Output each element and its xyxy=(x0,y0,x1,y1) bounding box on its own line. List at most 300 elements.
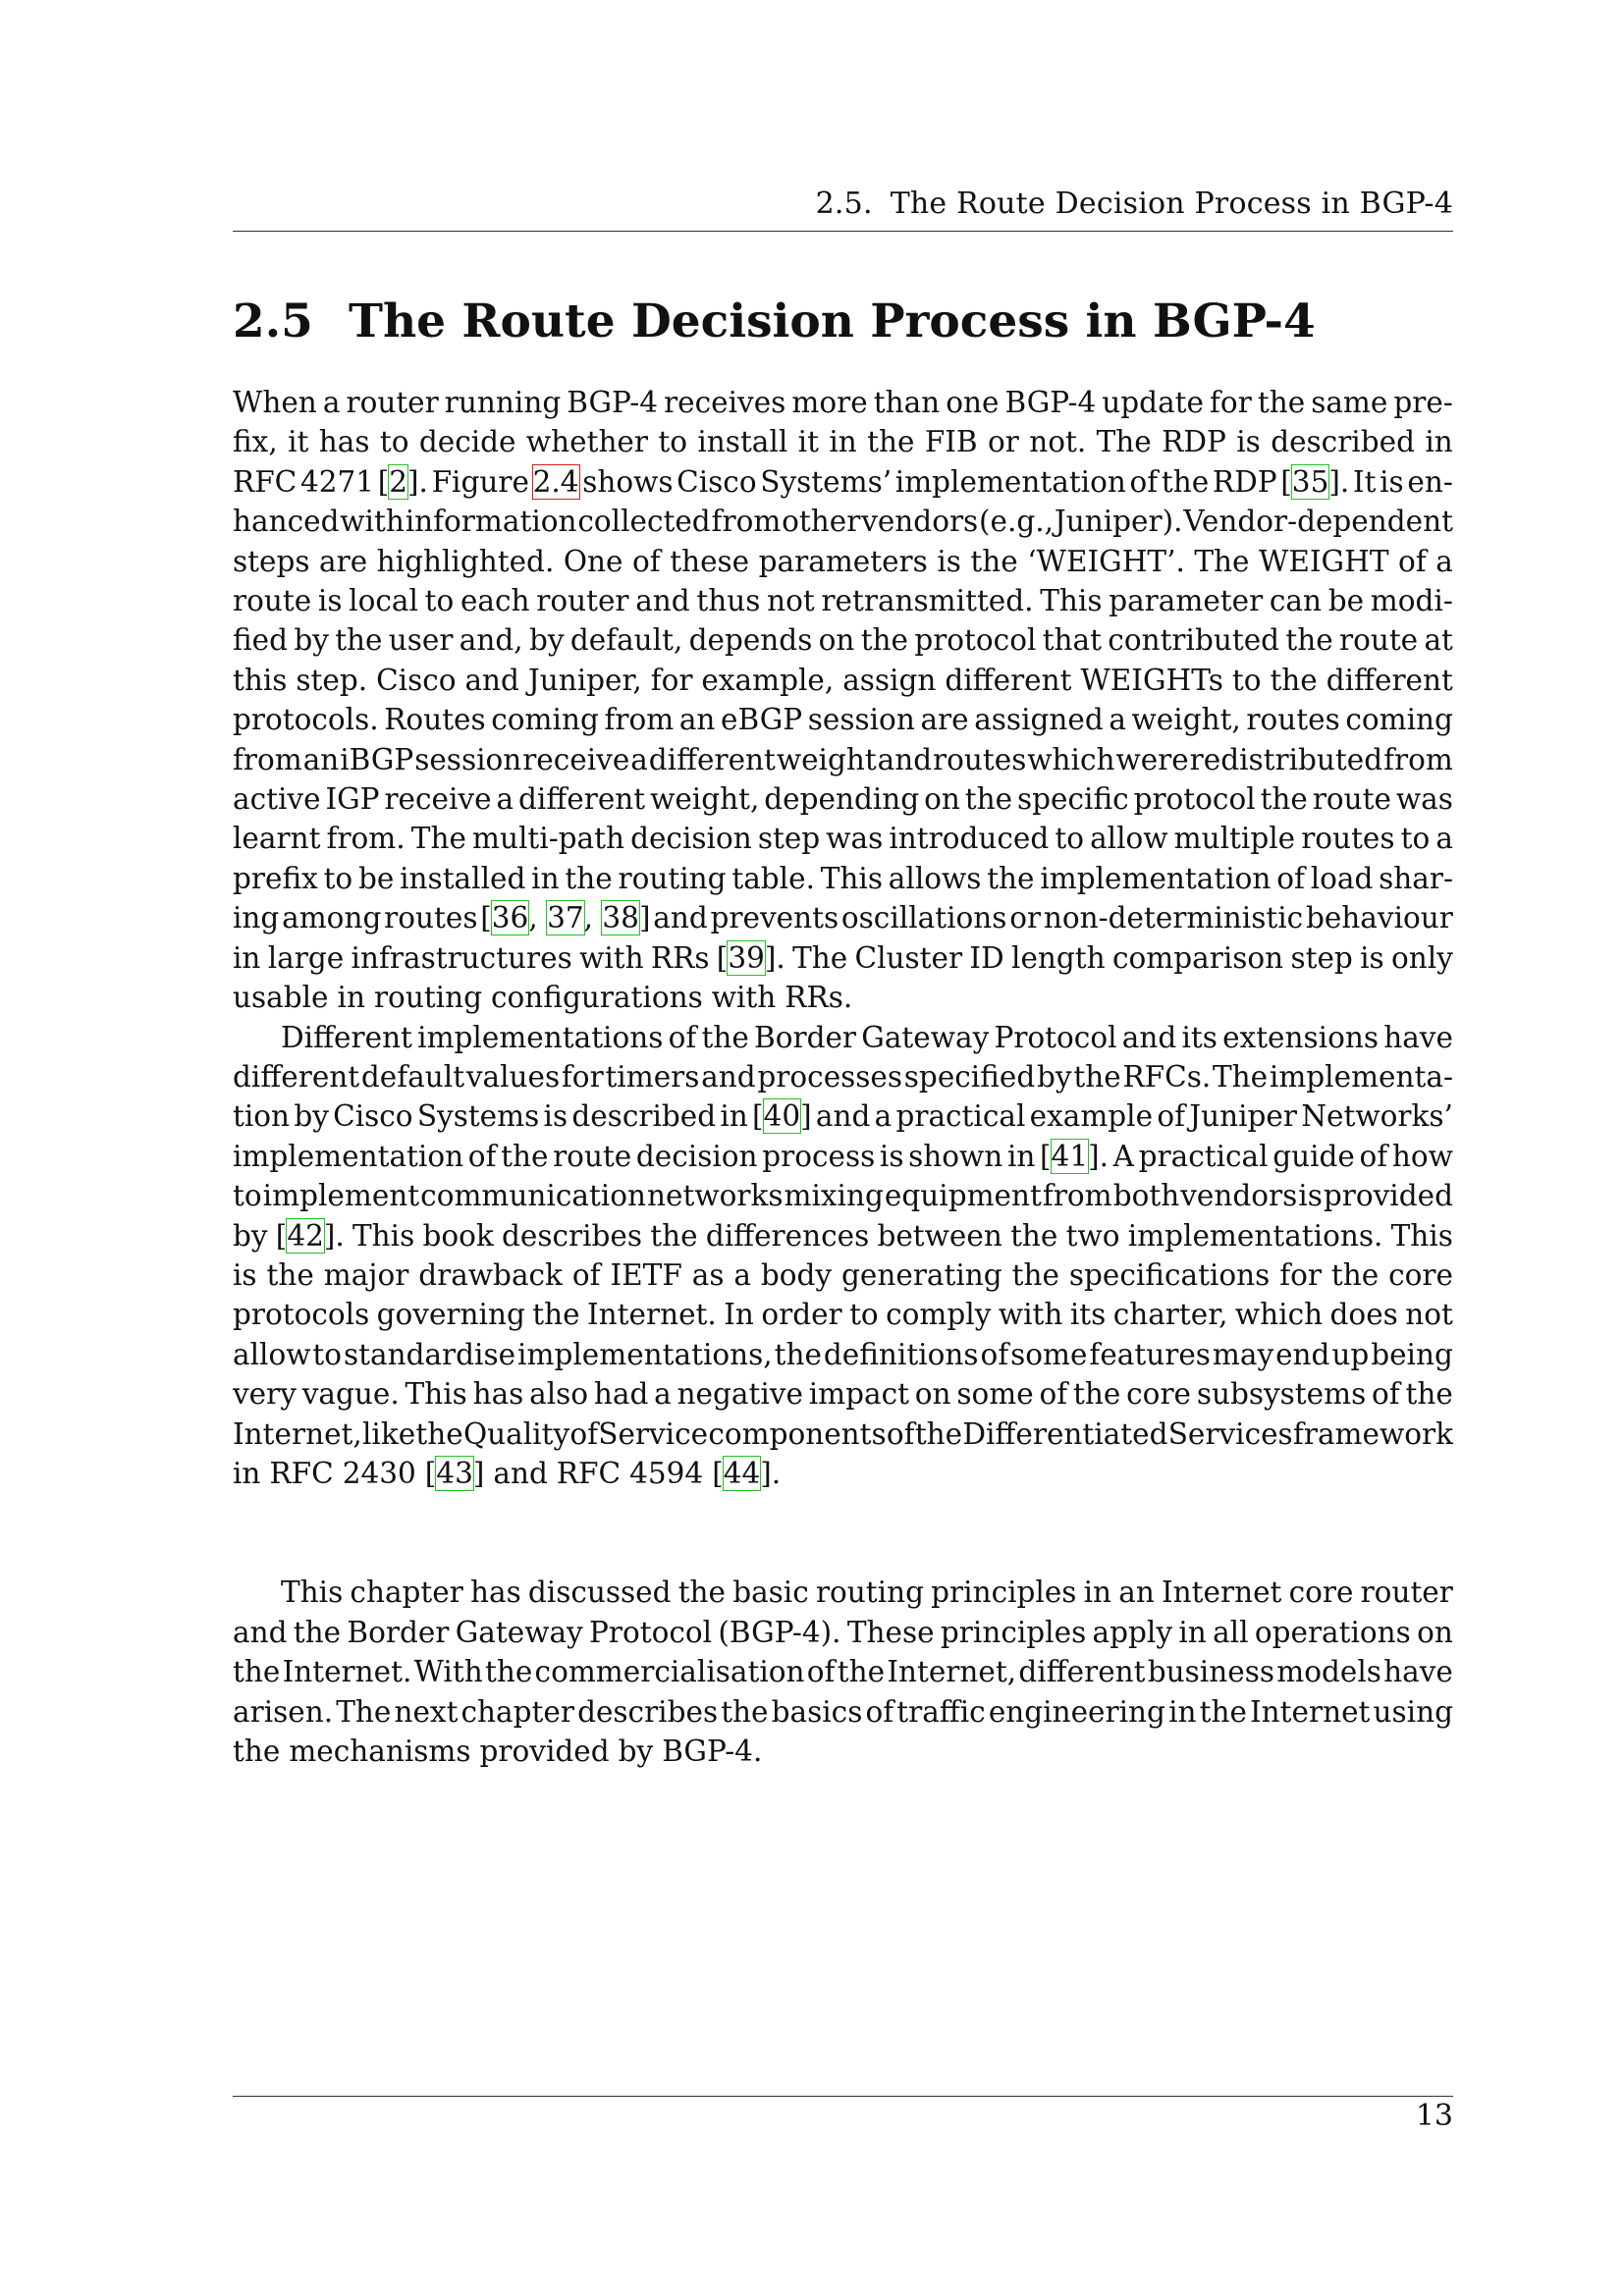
word: are xyxy=(920,703,969,737)
word: for xyxy=(561,1059,604,1094)
word: receives xyxy=(664,386,786,419)
word: Routes xyxy=(384,703,486,737)
word: introduced xyxy=(889,822,1050,856)
word: assigned xyxy=(974,703,1104,737)
word: these xyxy=(670,544,750,578)
word: is xyxy=(879,1139,904,1173)
word: This xyxy=(352,1218,415,1253)
word: non-deterministic xyxy=(1043,901,1304,935)
citation-link[interactable]: 42 xyxy=(287,1218,324,1253)
word: RFCs. xyxy=(1122,1059,1212,1094)
word: steps xyxy=(233,544,310,578)
word: example, xyxy=(701,663,835,697)
word: depending xyxy=(764,782,920,817)
word: en- xyxy=(1407,464,1453,499)
word: routing xyxy=(815,1575,924,1610)
word: Juniper). xyxy=(1054,505,1183,539)
word: receive xyxy=(384,782,492,817)
word: next xyxy=(394,1694,459,1729)
word: One xyxy=(563,544,623,578)
word: two xyxy=(1065,1218,1120,1253)
word: of xyxy=(1372,1377,1400,1412)
word: to xyxy=(233,1179,262,1213)
word: update xyxy=(1102,386,1204,419)
text-line xyxy=(233,700,1453,739)
word: from xyxy=(233,742,302,776)
paragraph-gap xyxy=(233,1493,1453,1573)
word: and xyxy=(701,1059,756,1094)
word: implementations xyxy=(417,1020,664,1054)
word: the xyxy=(1260,782,1308,817)
word: This xyxy=(1390,1218,1453,1253)
word: weight xyxy=(776,742,877,776)
word: thus xyxy=(696,584,761,618)
text-line xyxy=(233,502,1453,541)
word: allow xyxy=(1090,822,1168,856)
word: BGP-4 xyxy=(1004,386,1097,419)
word: a xyxy=(1435,822,1453,856)
word: RDP xyxy=(1162,425,1226,459)
word: modi- xyxy=(1370,584,1453,618)
word: [2]. xyxy=(377,464,428,499)
word: that xyxy=(1042,623,1102,658)
citation-link[interactable]: 40 xyxy=(763,1099,801,1134)
word: in xyxy=(720,1099,748,1134)
word: [35]. xyxy=(1280,464,1350,499)
word: a xyxy=(496,782,514,817)
word: decision xyxy=(635,1139,758,1173)
word: to xyxy=(312,1337,343,1371)
text-line xyxy=(233,581,1453,620)
word: practical xyxy=(895,1099,1026,1134)
word: WEIGHT xyxy=(1259,544,1389,578)
word: routes xyxy=(1246,703,1340,737)
word: installed xyxy=(400,861,526,895)
figure-reference-link[interactable]: 2.4 xyxy=(532,464,579,499)
word: book xyxy=(422,1218,494,1253)
word: Juniper, xyxy=(527,663,642,697)
word: with xyxy=(998,1298,1063,1332)
word: like xyxy=(361,1416,416,1451)
word: The xyxy=(1194,544,1250,578)
word: apply xyxy=(1092,1615,1172,1649)
word: only xyxy=(1391,940,1453,975)
word: from xyxy=(711,505,782,539)
word: BGP-4 xyxy=(567,386,659,419)
word: routes xyxy=(384,901,478,935)
page-number: 13 xyxy=(1415,2099,1453,2133)
word: step xyxy=(757,822,821,856)
word: impact xyxy=(808,1377,909,1412)
word: implementations, xyxy=(517,1337,773,1371)
word: [36, 37, 38] xyxy=(480,901,651,935)
word: as xyxy=(691,1257,725,1292)
word: Cisco xyxy=(376,663,457,697)
word: by xyxy=(294,623,329,658)
word: its xyxy=(1069,1298,1107,1332)
text-line xyxy=(233,1692,1453,1732)
word: may xyxy=(1212,1337,1274,1371)
text-line xyxy=(233,779,1453,819)
word: Border xyxy=(347,1615,450,1649)
text-line xyxy=(233,1176,1453,1215)
word: a xyxy=(322,386,341,419)
word: in xyxy=(1083,1575,1112,1610)
word: whether xyxy=(525,425,648,459)
word: to xyxy=(1400,822,1431,856)
word: vendors xyxy=(1180,1179,1298,1213)
citation-link[interactable]: 43 xyxy=(436,1456,473,1490)
word: routing xyxy=(373,981,482,1015)
word: decision xyxy=(630,822,752,856)
text-line xyxy=(233,978,1453,1017)
word: Systems xyxy=(416,1099,540,1134)
word: the xyxy=(293,1615,342,1649)
word: communication xyxy=(420,1179,646,1213)
word: router xyxy=(1360,1575,1453,1610)
word: a xyxy=(630,742,648,776)
word: arisen. xyxy=(233,1694,334,1729)
word: for xyxy=(1279,1257,1322,1292)
word: not. xyxy=(1029,425,1087,459)
word: session xyxy=(414,742,522,776)
word: a xyxy=(733,1257,751,1292)
word: oscillations xyxy=(840,901,1007,935)
word: RRs xyxy=(650,940,710,975)
word: were xyxy=(1115,742,1189,776)
word: Internet, xyxy=(887,1655,1017,1689)
word: of xyxy=(571,1257,601,1292)
word: values xyxy=(465,1059,561,1094)
word: specified xyxy=(903,1059,1036,1094)
word: [39]. xyxy=(716,940,785,975)
word: is xyxy=(317,584,343,618)
citation-link[interactable]: 38 xyxy=(602,901,639,935)
word: RFC xyxy=(233,464,298,499)
word: This xyxy=(820,861,883,895)
word: being xyxy=(1371,1337,1453,1371)
footer-rule xyxy=(233,2096,1453,2097)
word: it xyxy=(797,425,819,459)
word: the xyxy=(1010,1218,1058,1253)
word: different xyxy=(518,782,646,817)
word: prevents xyxy=(710,901,839,935)
word: the xyxy=(774,1337,822,1371)
word: from xyxy=(1383,742,1453,776)
word: local xyxy=(349,584,418,618)
word: can xyxy=(1269,584,1323,618)
word: Protocol xyxy=(589,1615,713,1649)
word: RDP xyxy=(1212,464,1277,499)
text-line xyxy=(233,620,1453,660)
word: the xyxy=(233,1655,281,1689)
word: between xyxy=(877,1218,1002,1253)
running-header-number: 2.5. xyxy=(815,187,873,221)
word: business xyxy=(1147,1655,1274,1689)
word: same xyxy=(1311,386,1388,419)
word: Cisco xyxy=(333,1099,413,1134)
word: engineering xyxy=(988,1694,1165,1729)
word: and xyxy=(1121,1020,1177,1054)
section-title: The Route Decision Process in BGP-4 xyxy=(349,294,1316,348)
word: of xyxy=(467,1139,497,1173)
word: the xyxy=(964,782,1013,817)
word: route xyxy=(233,584,312,618)
word: negative xyxy=(677,1377,803,1412)
word: implementa- xyxy=(1269,1059,1453,1094)
word: in xyxy=(829,425,857,459)
word: to xyxy=(849,1298,879,1332)
word: Internet xyxy=(1162,1575,1282,1610)
word: of xyxy=(1359,1139,1388,1173)
running-header xyxy=(233,187,1453,221)
word: and xyxy=(493,1456,548,1490)
word: differences xyxy=(705,1218,870,1253)
word: route xyxy=(1338,623,1419,658)
word: how xyxy=(1391,1139,1453,1173)
word: the xyxy=(701,1020,749,1054)
word: it xyxy=(288,425,309,459)
word: generating xyxy=(841,1257,1002,1292)
word: parameters xyxy=(758,544,928,578)
word: on xyxy=(1417,1615,1453,1649)
word: RFC xyxy=(556,1456,622,1490)
word: the xyxy=(233,1735,281,1768)
word: chapter xyxy=(460,1694,574,1729)
word: FIB xyxy=(924,425,978,459)
word: eBGP xyxy=(721,703,803,737)
word: The xyxy=(1212,1059,1269,1094)
word: and xyxy=(815,1099,871,1134)
word: and xyxy=(635,584,690,618)
word: has xyxy=(470,1575,521,1610)
word: [43] xyxy=(424,1456,485,1490)
word: fied xyxy=(233,623,289,658)
citation-link[interactable]: 41 xyxy=(1051,1139,1089,1173)
word: in xyxy=(233,940,261,975)
word: multi-path xyxy=(472,822,624,856)
word: Internet xyxy=(1250,1694,1371,1729)
text-line xyxy=(233,1255,1453,1295)
word: one xyxy=(946,386,1000,419)
citation-link[interactable]: 37 xyxy=(547,901,584,935)
word: The xyxy=(1096,425,1152,459)
word: operations xyxy=(1254,1615,1411,1649)
word: both xyxy=(1112,1179,1180,1213)
word: a xyxy=(1109,703,1126,737)
word: router xyxy=(536,584,629,618)
word: fix, xyxy=(233,425,278,459)
word: is xyxy=(1298,1179,1323,1213)
word: by xyxy=(233,1218,268,1253)
word: Cluster xyxy=(854,940,963,975)
word: collected xyxy=(577,505,711,539)
word: weight, xyxy=(1131,703,1241,737)
word: in xyxy=(1168,1694,1197,1729)
word: the xyxy=(1011,1257,1059,1292)
word: With xyxy=(413,1655,483,1689)
word: weight, xyxy=(650,782,760,817)
word: comparison xyxy=(1111,940,1284,975)
word: which xyxy=(1027,742,1115,776)
word: in xyxy=(531,861,560,895)
word: redistributed xyxy=(1189,742,1383,776)
text-line xyxy=(233,383,1453,422)
word: was xyxy=(1395,782,1453,817)
text-line xyxy=(233,938,1453,978)
word: process xyxy=(762,1139,876,1173)
text-line xyxy=(233,1652,1453,1691)
word: protocols xyxy=(233,1298,370,1332)
citation-link[interactable]: 2 xyxy=(389,464,407,499)
citation-link[interactable]: 36 xyxy=(491,901,529,935)
word: to xyxy=(323,861,353,895)
word: user xyxy=(388,623,454,658)
word: practical xyxy=(1138,1139,1269,1173)
word: standardise xyxy=(344,1337,516,1371)
word: route xyxy=(553,1139,632,1173)
word: session xyxy=(807,703,915,737)
word: an xyxy=(302,742,340,776)
word: principles xyxy=(940,1615,1087,1649)
word: the xyxy=(987,861,1035,895)
word: 4271 xyxy=(299,464,375,499)
word: specific xyxy=(1017,782,1129,817)
word: principles xyxy=(931,1575,1077,1610)
word: the xyxy=(1199,1694,1247,1729)
word: by xyxy=(294,1099,329,1134)
word: implementation xyxy=(1040,861,1272,895)
word: Gateway xyxy=(455,1615,583,1649)
word: learnt xyxy=(233,822,321,856)
word: by xyxy=(528,623,565,658)
word: the xyxy=(1285,623,1333,658)
paragraph xyxy=(233,383,1453,1018)
word: is xyxy=(1236,425,1261,459)
word: configurations xyxy=(491,981,703,1015)
word: the xyxy=(650,1218,698,1253)
word: major xyxy=(323,1257,409,1292)
word: implementation xyxy=(233,1139,464,1173)
word: the xyxy=(914,1416,963,1451)
citation-link[interactable]: 35 xyxy=(1291,464,1329,499)
word: other xyxy=(782,505,861,539)
text-line xyxy=(233,1137,1453,1176)
word: is xyxy=(1380,464,1404,499)
word: to xyxy=(1055,822,1084,856)
word: of xyxy=(668,1020,697,1054)
word: with xyxy=(579,940,644,975)
word: on xyxy=(818,623,855,658)
word: core xyxy=(1126,1377,1191,1412)
word: the xyxy=(565,861,613,895)
text-line xyxy=(233,1573,1453,1612)
word: The xyxy=(336,1694,392,1729)
word: length xyxy=(1011,940,1106,975)
text-line xyxy=(233,898,1453,937)
word: information xyxy=(405,505,577,539)
word: Internet. xyxy=(282,1655,412,1689)
word: Figure xyxy=(431,464,529,499)
word: and xyxy=(464,663,519,697)
word: all xyxy=(1213,1615,1249,1649)
word: Differentiated xyxy=(962,1416,1168,1451)
text-line xyxy=(233,661,1453,700)
word: the xyxy=(1161,464,1210,499)
word: does xyxy=(1329,1298,1398,1332)
word: [40] xyxy=(752,1099,812,1134)
text-line xyxy=(233,1415,1453,1454)
citation-link[interactable]: 44 xyxy=(723,1456,761,1490)
text-line xyxy=(233,1216,1453,1255)
word: route xyxy=(1312,782,1391,817)
word: drawback xyxy=(418,1257,563,1292)
word: [42]. xyxy=(275,1218,345,1253)
word: the xyxy=(335,623,383,658)
word: the xyxy=(1073,1059,1121,1094)
word: implement xyxy=(262,1179,420,1213)
word: with xyxy=(340,505,405,539)
citation-link[interactable]: 39 xyxy=(728,940,765,975)
word: definitions xyxy=(823,1337,979,1371)
word: some xyxy=(956,1377,1034,1412)
word: also xyxy=(529,1377,589,1412)
word: to xyxy=(379,425,409,459)
word: Different xyxy=(281,1020,412,1054)
word: the xyxy=(532,1298,580,1332)
word: are xyxy=(319,544,368,578)
word: BGP-4. xyxy=(662,1735,763,1768)
word: have xyxy=(1383,1655,1453,1689)
word: protocol xyxy=(914,623,1037,658)
text-line xyxy=(233,1454,1453,1493)
word: of xyxy=(569,1416,599,1451)
word: ID xyxy=(969,940,1004,975)
word: of xyxy=(806,1655,836,1689)
word: routes xyxy=(933,742,1027,776)
word: the xyxy=(867,425,915,459)
word: IGP xyxy=(325,782,380,817)
word: of xyxy=(1129,464,1159,499)
word: governing xyxy=(376,1298,525,1332)
word: large xyxy=(267,940,345,975)
text-line xyxy=(233,1374,1453,1414)
word: coming xyxy=(1345,703,1453,737)
word: on xyxy=(914,1377,951,1412)
word: this xyxy=(233,663,288,697)
word: [41]. xyxy=(1040,1139,1109,1173)
word: This xyxy=(281,1575,344,1610)
word: Services xyxy=(1167,1416,1293,1451)
word: or xyxy=(988,425,1019,459)
word: described xyxy=(1271,425,1415,459)
word: step xyxy=(1290,940,1353,975)
paragraph xyxy=(233,1018,1453,1494)
word: Protocol xyxy=(994,1020,1117,1054)
word: and xyxy=(653,901,708,935)
word: the xyxy=(1257,386,1306,419)
word: the xyxy=(1073,1377,1121,1412)
word: assign xyxy=(842,663,937,697)
word: end xyxy=(1275,1337,1330,1371)
word: not xyxy=(767,584,815,618)
word: IETF xyxy=(610,1257,682,1292)
text-line xyxy=(233,422,1453,461)
word: provided xyxy=(479,1735,610,1768)
word: the xyxy=(1405,1377,1453,1412)
word: prefix xyxy=(233,861,318,895)
word: retransmitted. xyxy=(821,584,1034,618)
